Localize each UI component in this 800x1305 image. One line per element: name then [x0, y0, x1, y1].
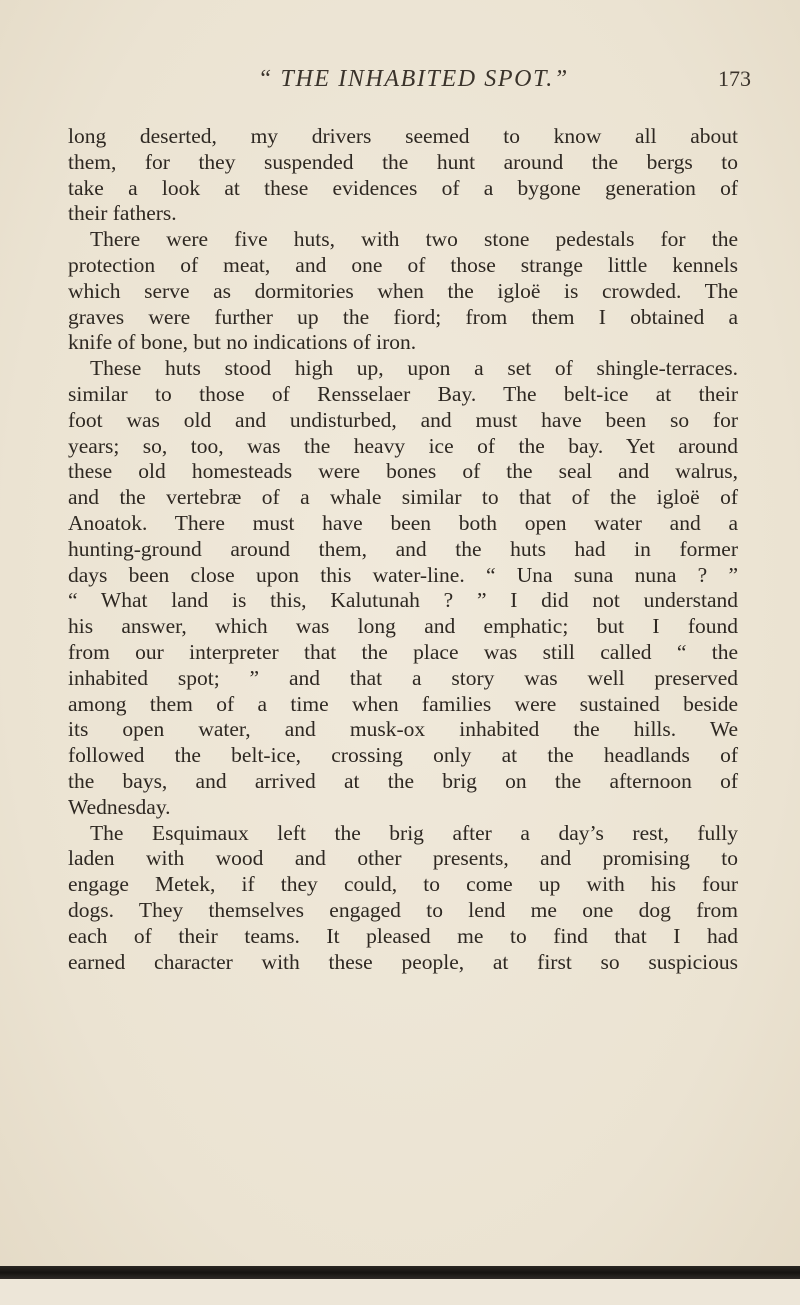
text-line: protection of meat, and one of those strange little kennels — [68, 252, 738, 277]
text-line: among them of a time when families were sustained beside — [68, 691, 738, 716]
page-margin — [0, 1279, 800, 1305]
text-line: There were five huts, with two stone pedestals for the — [90, 227, 738, 252]
text-line: his answer, which was long and emphatic; but I found — [68, 614, 738, 639]
text-line: similar to those of Rensselaer Bay. The belt-ice at their — [68, 381, 738, 406]
page-bottom-edge — [0, 1266, 800, 1279]
running-title: “ THE INHABITED SPOT.” — [258, 66, 569, 92]
text-line: dogs. They themselves engaged to lend me one dog from — [68, 897, 738, 922]
text-line: from our interpreter that the place was still called “ the — [68, 639, 738, 664]
text-line: which serve as dormitories when the igloë is crowded. The — [68, 278, 738, 303]
text-line: knife of bone, but no indications of iron. — [68, 330, 417, 355]
text-line: them, for they suspended the hunt around the bergs to — [68, 149, 738, 174]
running-head — [0, 66, 800, 106]
text-line: the bays, and arrived at the brig on the afternoon of — [68, 768, 738, 793]
text-line: Anoatok. There must have been both open water and a — [68, 510, 738, 535]
text-line: engage Metek, if they could, to come up with his four — [68, 872, 738, 897]
text-line: The Esquimaux left the brig after a day’s rest, fully — [90, 820, 738, 845]
text-line: each of their teams. It pleased me to find that I had — [68, 923, 738, 948]
text-line: its open water, and musk-ox inhabited the hills. We — [68, 717, 738, 742]
text-line: take a look at these evidences of a bygone generation of — [68, 175, 738, 200]
text-line: “ What land is this, Kalutunah ? ” I did not understand — [68, 588, 738, 613]
text-line: these old homesteads were bones of the seal and walrus, — [68, 459, 738, 484]
text-line: earned character with these people, at first so suspicious — [68, 949, 738, 974]
text-line: and the vertebræ of a whale similar to that of the igloë of — [68, 485, 738, 510]
text-line: hunting-ground around them, and the huts had in former — [68, 536, 738, 561]
text-line: laden with wood and other presents, and promising to — [68, 846, 738, 871]
text-line: days been close upon this water-line. “ Una suna nuna ? ” — [68, 562, 738, 587]
text-line: inhabited spot; ” and that a story was well preserved — [68, 665, 738, 690]
text-line: long deserted, my drivers seemed to know all about — [68, 124, 738, 148]
page-number: 173 — [718, 66, 751, 91]
text-line: foot was old and undisturbed, and must have been so for — [68, 407, 738, 432]
text-line: their fathers. — [68, 201, 177, 226]
text-line: graves were further up the fiord; from them I obtained a — [68, 304, 738, 329]
text-line: years; so, too, was the heavy ice of the bay. Yet around — [68, 433, 738, 458]
body-text — [68, 124, 738, 975]
text-line: followed the belt-ice, crossing only at the headlands of — [68, 743, 738, 768]
text-line: Wednesday. — [68, 794, 171, 819]
text-line: These huts stood high up, upon a set of shingle-terraces. — [90, 356, 738, 381]
